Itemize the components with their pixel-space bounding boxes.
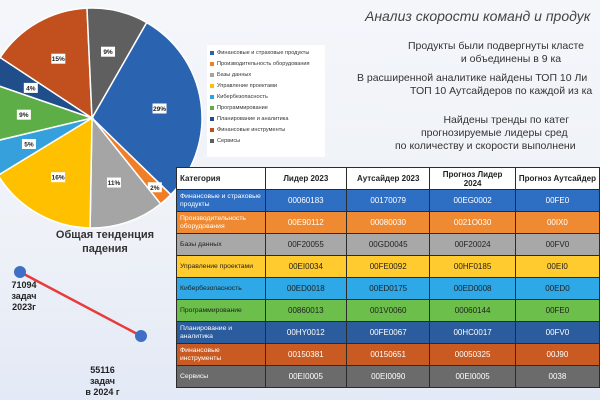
cell-leader-2023: 00EI0005 [265,366,347,388]
pie-data-label: 5% [24,141,34,149]
legend-swatch [210,139,214,143]
cell-outsider-2023: 00FE0092 [347,256,430,278]
trend-marker-2023 [14,266,26,278]
cell-forecast-leader-2024: 00HF0185 [430,256,515,278]
cell-forecast-outsider: 00ED0 [515,278,599,300]
cell-outsider-2023: 00GD0045 [347,234,430,256]
paragraph-line: и объединены в 9 ка [460,53,562,65]
cell-forecast-outsider: 00FE0 [515,190,599,212]
cell-outsider-2023: 00FE0067 [347,322,430,344]
paragraph-line: В расширенной аналитике найдены ТОП 10 Ли [356,72,588,84]
table-row [177,322,600,344]
cell-forecast-leader-2024: 00F20024 [430,234,515,256]
paragraph-line: Продукты были подвергнуты класте [408,40,584,52]
table-row [177,234,600,256]
cell-forecast-outsider: 00EI0 [515,256,599,278]
pie-data-label: 2% [150,184,160,192]
trend-year: в 2024 г [85,387,120,397]
cell-outsider-2023: 00170079 [347,190,430,212]
cell-category: Сервисы [177,366,266,388]
cell-outsider-2023: 00080030 [347,212,430,234]
cell-category: Планирование и аналитика [177,322,266,344]
legend-label: Сервисы [217,137,241,144]
cell-outsider-2023: 00150651 [347,344,430,366]
col-header-forecast-leader-2024: Прогноз Лидер 2024 [430,168,515,190]
cell-leader-2023: 00060183 [265,190,347,212]
paragraph-line: по количеству и скорости выполнени [395,140,576,152]
legend-swatch [210,95,214,99]
pie-data-label: 16% [51,174,65,182]
legend-item [210,102,322,113]
table-row [177,300,600,322]
paragraph-line: Найдены тренды по катег [443,114,570,126]
trend-value: 71094 [11,280,37,290]
table-row [177,256,600,278]
cell-category: Управление проектами [177,256,266,278]
paragraph-clustering [408,40,584,66]
cell-leader-2023: 00150381 [265,344,347,366]
cell-leader-2023: 00E90112 [265,212,347,234]
cell-category: Финансовые и страховые продукты [177,190,266,212]
cell-category: Производительность оборудования [177,212,266,234]
trend-unit: задач [11,291,37,301]
cell-leader-2023: 00F20055 [265,234,347,256]
table-row [177,278,600,300]
trend-title: Общая тенденция падения [55,229,155,255]
table-row [177,344,600,366]
cell-leader-2023: 00HY0012 [265,322,347,344]
legend-item [210,113,322,124]
table-header-row [177,168,600,190]
cell-category: Программирование [177,300,266,322]
cell-forecast-leader-2024: 00EG0002 [430,190,515,212]
legend-swatch [210,117,214,121]
legend-item [210,80,322,91]
cell-forecast-leader-2024: 00ED0008 [430,278,515,300]
cell-leader-2023: 00EI0034 [265,256,347,278]
pie-data-label: 9% [19,112,29,120]
col-header-category: Категория [177,168,266,190]
trend-marker-2024 [135,330,147,342]
cell-forecast-outsider: 00FV0 [515,234,599,256]
legend-item [210,47,322,58]
pie-data-label: 15% [51,56,65,64]
pie-data-label: 11% [107,180,121,188]
cell-forecast-leader-2024: 00EI0005 [430,366,515,388]
pie-data-label: 29% [153,106,167,114]
pie-data-label: 4% [26,85,36,93]
cell-forecast-leader-2024: 00060144 [430,300,515,322]
trend-year: 2023г [12,302,36,312]
legend-swatch [210,73,214,77]
leaders-table [176,167,600,388]
cell-leader-2023: 00ED0018 [265,278,347,300]
table-row [177,212,600,234]
pie-data-label: 9% [103,49,113,57]
paragraph-line: прогнозируемые лидеры сред [420,127,568,139]
legend-label: Финансовые и страховые продукты [217,49,310,56]
cell-forecast-outsider: 00J90 [515,344,599,366]
legend-item [210,69,322,80]
trend-label-2024 [80,365,125,398]
legend-swatch [210,51,214,55]
legend-label: Управление проектами [217,82,278,89]
cell-outsider-2023: 00EI0090 [347,366,430,388]
col-header-outsider-2023: Аутсайдер 2023 [347,168,430,190]
trend-label-2023 [4,280,44,313]
legend-swatch [210,106,214,110]
cell-forecast-outsider: 00FE0 [515,300,599,322]
col-header-forecast-outsider: Прогноз Аутсайдер [515,168,599,190]
legend-label: Программирование [217,104,268,111]
col-header-leader-2023: Лидер 2023 [265,168,347,190]
legend-item [210,124,322,135]
cell-leader-2023: 00860013 [265,300,347,322]
legend-swatch [210,128,214,132]
trend-value: 55116 [90,365,115,375]
legend-label: Планирование и аналитика [217,115,289,122]
cell-outsider-2023: 00ED0175 [347,278,430,300]
cell-forecast-outsider: 00FV0 [515,322,599,344]
cell-forecast-leader-2024: 0021O030 [430,212,515,234]
legend-label: Базы данных [217,71,252,78]
cell-forecast-outsider: 00IX0 [515,212,599,234]
legend-item [210,91,322,102]
pie-legend [207,45,325,157]
cell-category: Базы данных [177,234,266,256]
legend-swatch [210,62,214,66]
trend-unit: задач [89,376,116,386]
legend-item [210,58,322,69]
legend-label: Производительность оборудования [217,60,310,67]
category-pie-chart [0,0,205,265]
table-row [177,190,600,212]
legend-swatch [210,84,214,88]
paragraph-line: ТОП 10 Аутсайдеров по каждой из ка [410,85,593,97]
slide-title: Анализ скорости команд и продук [365,8,591,24]
paragraph-extended-analytics [352,72,592,98]
cell-category: Кибербезопасность [177,278,266,300]
cell-outsider-2023: 001V0060 [347,300,430,322]
cell-category: Финансовые инструменты [177,344,266,366]
cell-forecast-leader-2024: 00050325 [430,344,515,366]
legend-label: Финансовые инструменты [217,126,286,133]
cell-forecast-leader-2024: 00HC0017 [430,322,515,344]
legend-item [210,135,322,146]
legend-label: Кибербезопасность [217,93,268,100]
cell-forecast-outsider: 0038 [515,366,599,388]
table-row [177,366,600,388]
paragraph-trends [395,114,576,153]
